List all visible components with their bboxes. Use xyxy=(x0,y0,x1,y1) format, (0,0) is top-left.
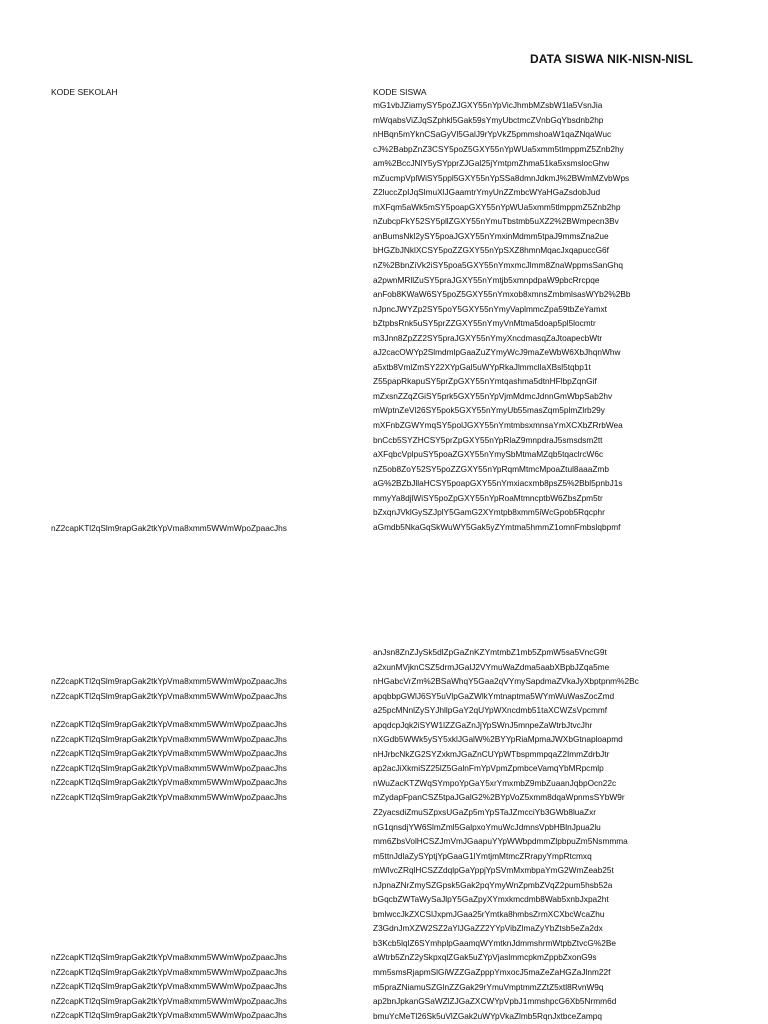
kode-siswa-header: KODE SISWA xyxy=(373,87,427,97)
kode-siswa-cell: bmlwccJkZXCSlJxpmJGaa25rYmtka8hmbsZrmXCXbcWcaZhu xyxy=(373,908,605,919)
kode-siswa-cell: nHBqn5mYknCSaGyVl5GalJ9rYpVkZ5pmmshoaW1qaZNqaWuc xyxy=(373,129,612,140)
kode-siswa-cell: Z55papRkapuSY5prZpGXY55nYmtqashma5dtnHFlbpZqnGif xyxy=(373,376,597,387)
kode-siswa-cell: aJ2cacOWYp2SlmdmlpGaaZuZYmyWcJ9maZeWbW6XbJhqnWhw xyxy=(373,347,621,358)
kode-sekolah-list xyxy=(51,674,351,703)
kode-siswa-cell: aGmdb5NkaGqSkWuWY5Gak5yZYmtma5hmmZ1omnFmbslqbpmf xyxy=(373,521,621,532)
kode-siswa-cell: m5praZNiamuSZGlnZZGak29rYmuVmptmmZZtZ5xtl8RvnW9q xyxy=(373,981,604,992)
kode-sekolah-list xyxy=(51,521,351,536)
kode-siswa-cell: a5xtb8VmlZmSY22XYpGal5uWYpRkaJlmmcllaXBsl5tqbp1t xyxy=(373,361,591,372)
kode-siswa-cell: apqdcpJqk2iSYW1lZZGaZnJjYpSWnJ5mnpeZaWtrbJtvcJhr xyxy=(373,719,593,730)
kode-siswa-cell: bZtpbsRnk5uSY5prZZGXY55nYmyVnMtma5doap5pl5locmtr xyxy=(373,318,596,329)
kode-sekolah-cell: nZ2capKTl2qSlm9rapGak2tkYpVma8xmm5WWmWpoZpaacJhs xyxy=(51,952,287,962)
kode-siswa-cell: aG%2BZbJllaHCSY5poapGXY55nYmxiacxmb8psZ5%2Bbl5pnbJ1s xyxy=(373,478,623,489)
kode-siswa-cell: bGqcbZWTaWySaJlpY5GaZpyXYmxkmcdmb8Wab5xnbJxpa2ht xyxy=(373,894,609,905)
kode-siswa-cell: mXFnbZGWYmqSY5polJGXY55nYmtmbsxmnsaYmXCXbZRrbWea xyxy=(373,420,623,431)
kode-siswa-cell: nZubcpFkY52SY5pllZGXY55nYmuTbstmb5uXZ2%2BWmpecn3Bv xyxy=(373,216,619,227)
kode-sekolah-cell: nZ2capKTl2qSlm9rapGak2tkYpVma8xmm5WWmWpoZpaacJhs xyxy=(51,748,287,759)
kode-sekolah-cell: nZ2capKTl2qSlm9rapGak2tkYpVma8xmm5WWmWpoZpaacJhs xyxy=(51,995,287,1006)
kode-siswa-cell: am%2BccJNlY5ySYpprZJGal25jYmtpmZhma51ka5xsmslocGhw xyxy=(373,158,610,169)
kode-siswa-cell: nJpnaZNrZmySZGpsk5Gak2pqYmyWnZpmbZVqZ2pum5hsb52a xyxy=(373,879,613,890)
kode-siswa-cell: Z3GdnJmXZW2SZ2aYlJGaZZ2YYpVibZlmaZyYbZtsb5eZa2dx xyxy=(373,923,603,934)
kode-siswa-cell: mG1vbJZiamySY5poZJGXY55nYpVicJhmbMZsbW1la5VsnJia xyxy=(373,100,603,110)
kode-siswa-cell: mWptnZeVl26SY5pok5GXY55nYmyUb55masZqm5plmZlrb29y xyxy=(373,405,605,416)
kode-sekolah-cell: nZ2capKTl2qSlm9rapGak2tkYpVma8xmm5WWmWpoZpaacJhs xyxy=(51,1010,287,1021)
kode-siswa-cell: bnCcb5SYZHCSY5prZpGXY55nYpRlaZ9mnpdraJ5smsdsm2tt xyxy=(373,434,603,445)
kode-siswa-cell: Z2yacsdiZmuSZpxsUGaZp5mYpSTaJZmcciYb3GWb8luaZxr xyxy=(373,807,596,818)
kode-siswa-cell: nHJrbcNkZG2SYZxkmJGaZnCUYpWTbspmmpqaZ2ImmZdrbJtr xyxy=(373,748,610,759)
kode-siswa-cell: ap2acJiXkmiSZ25lZ5GalnFmYpVpmZpmbceVamqYbMRpcmlp xyxy=(373,763,604,774)
kode-siswa-cell: bZxqnJVklGySZJplY5GamG2XYmtpb8xmm5iWcGpob5Rqcphr xyxy=(373,507,605,518)
kode-siswa-cell: ap2bnJpkanGSaWZlZJGaZXCWYpVpbJ1mmshpcG6Xb5Nrmm6d xyxy=(373,996,617,1007)
kode-siswa-cell: m3Jnn8ZpZZ2SY5praJGXY55nYmyXncdmasqZaJtoapecbWtr xyxy=(373,332,603,343)
kode-siswa-cell: bmuYcMeTl26Sk5uVlZGak2uWYpVkaZlmb5RqnJxtbceZampq xyxy=(373,1010,603,1021)
kode-siswa-cell: nXGdb5WWk5ySY5xklJGalW%2BYYpRiaMpmaJWXbGtnaploapmd xyxy=(373,734,623,745)
kode-siswa-cell: a2xunMVjknCSZ5drmJGalJ2VYmuWaZdma5aabXBpbJZqa5me xyxy=(373,661,610,672)
kode-siswa-cell: mZydapFpanCSZ5tpaJGalG2%2BYpVoZ5xmm8dqaWpnmsSYbW9r xyxy=(373,792,625,803)
kode-sekolah-cell: nZ2capKTl2qSlm9rapGak2tkYpVma8xmm5WWmWpoZpaacJhs xyxy=(51,733,287,744)
kode-siswa-cell: bHGZbJNklXCSY5poZZGXY55nYpSXZ8hmnMqacJxqapuccG6f xyxy=(373,245,609,256)
kode-siswa-list xyxy=(373,645,763,1023)
kode-siswa-cell: aWtrb5ZnZ2ySkpxqlZGak5uZYpVjaslmmcpkmZppbZxonG9s xyxy=(373,952,597,963)
kode-siswa-cell: nZ5ob8ZoY52SY5poZZGXY55nYpRqmMtmcMpoaZtul8aaaZmb xyxy=(373,463,609,474)
kode-siswa-cell: cJ%2BabpZnZ3CSY5poZ5GXY55nYpWUa5xmm5tlmppmZ5Znb2hy xyxy=(373,143,624,154)
kode-siswa-list xyxy=(373,98,763,534)
kode-siswa-cell: mmyYa8djlWiSY5poZpGXY55nYpRoaMtmncptbW6ZbsZpm5tr xyxy=(373,492,603,503)
kode-siswa-cell: aXFqbcVplpuSY5poaZGXY55nYmySbMtmaMZqb5tqaclrcW6c xyxy=(373,449,604,460)
kode-siswa-cell: nG1qnsdjYW6SlmZml5GalpxoYmuWcJdmnsVpbHBlnJpua2lu xyxy=(373,821,601,832)
page-title: DATA SISWA NIK-NISN-NISL xyxy=(530,52,694,66)
kode-siswa-cell: apqbbpGWlJ6SY5uVlpGaZWlkYmtnaptma5WYmWuWasZocZmd xyxy=(373,690,615,701)
kode-sekolah-list xyxy=(51,950,351,1023)
kode-siswa-cell: mWlvcZRqlHCSZZdqlpGaYppjYpSVmMxmbpaYmG2WmZeab25t xyxy=(373,865,614,876)
kode-siswa-cell: mZucmpVplWiSY5ppl5GXY55nYpSSa8dmnJdkmJ%2BWmMZvbWps xyxy=(373,172,630,183)
kode-siswa-cell: nHGabcVrZm%2BSaWhqY5Gaa2qVYmySapdmaZVkaJyXbptpnm%2Bc xyxy=(373,676,639,687)
kode-siswa-cell: mXFqm5aWk5mSY5poapGXY55nYpWUa5xmm5tlmppmZ5Znb2hp xyxy=(373,201,621,212)
kode-sekolah-cell: nZ2capKTl2qSlm9rapGak2tkYpVma8xmm5WWmWpoZpaacJhs xyxy=(51,676,287,686)
kode-sekolah-list xyxy=(51,717,351,804)
kode-siswa-cell: mm5smsRjapmSlGiWZZGaZpppYmxocJ5maZeZaHGZaJlnm22f xyxy=(373,967,611,978)
kode-sekolah-cell: nZ2capKTl2qSlm9rapGak2tkYpVma8xmm5WWmWpoZpaacJhs xyxy=(51,690,287,701)
kode-siswa-cell: a2pwnMRllZuSY5praJGXY55nYmtjb5xmnpdpaW9pbcRrcpqe xyxy=(373,274,600,285)
kode-siswa-cell: Z2luccZpIJqSlmuXlJGaamtrYmyUnZZmbcWYaHGaZsdobJud xyxy=(373,187,601,198)
kode-siswa-cell: m5ttnJdlaZySYptjYpGaaG1lYmtjmMtmcZRrapyYmpRtcmxq xyxy=(373,850,592,861)
kode-siswa-cell: a25pcMNnlZySYJhllpGaY2qUYpWXncdmb51taXCWZsVpcmmf xyxy=(373,705,608,716)
kode-sekolah-cell: nZ2capKTl2qSlm9rapGak2tkYpVma8xmm5WWmWpoZpaacJhs xyxy=(51,523,287,533)
kode-siswa-cell: anFob8KWaW6SY5poZ5GXY55nYmxob8xmnsZmbmlsasWYb2%2Bb xyxy=(373,289,631,300)
kode-siswa-cell: nJpncJWYZp2SY5poY5GXY55nYmyVaplmmcZpa59tbZeYamxt xyxy=(373,303,607,314)
kode-siswa-cell: mZxsnZZqZGiSY5prk5GXY55nYpVjmMdmcJdnnGmWbpSab2hv xyxy=(373,390,613,401)
kode-sekolah-cell: nZ2capKTl2qSlm9rapGak2tkYpVma8xmm5WWmWpoZpaacJhs xyxy=(51,791,287,802)
kode-siswa-cell: mWqabsViZJqSZphkl5Gak59sYmyUbctmcZVnbGqYbsdnb2hp xyxy=(373,114,604,125)
kode-sekolah-cell: nZ2capKTl2qSlm9rapGak2tkYpVma8xmm5WWmWpoZpaacJhs xyxy=(51,777,287,788)
kode-siswa-cell: mm6ZbsVolHCSZJmVmJGaapuYYpWWbpdmmZlpbpuZm5Nsmmma xyxy=(373,836,628,847)
kode-sekolah-cell: nZ2capKTl2qSlm9rapGak2tkYpVma8xmm5WWmWpoZpaacJhs xyxy=(51,762,287,773)
kode-siswa-cell: anJsn8ZnZJySk5dlZpGaZnKZYmtmbZ1mb5ZpmW5sa5VncG9t xyxy=(373,647,607,657)
kode-siswa-cell: anBumsNkl2ySY5poaJGXY55nYmxinMdmm5tpaJ9mmsZna2ue xyxy=(373,230,609,241)
kode-siswa-cell: nWuZacKTZWqSYmpoYpGaY5xrYmxmbZ9mbZuaanJqbpOcn22c xyxy=(373,777,617,788)
kode-sekolah-cell: nZ2capKTl2qSlm9rapGak2tkYpVma8xmm5WWmWpoZpaacJhs xyxy=(51,966,287,977)
kode-sekolah-header: KODE SEKOLAH xyxy=(51,87,118,97)
kode-siswa-cell: nZ%2BbnZiVk2iSY5poa5GXY55nYmxmcJlmm8ZnaWppmsSanGhq xyxy=(373,260,623,271)
kode-siswa-cell: b3Kcb5lqlZ6SYmhplpGaamqWYmtknJdmmshrmWtpbZtvcG%2Be xyxy=(373,937,616,948)
kode-sekolah-cell: nZ2capKTl2qSlm9rapGak2tkYpVma8xmm5WWmWpoZpaacJhs xyxy=(51,981,287,992)
kode-sekolah-cell: nZ2capKTl2qSlm9rapGak2tkYpVma8xmm5WWmWpoZpaacJhs xyxy=(51,719,287,729)
